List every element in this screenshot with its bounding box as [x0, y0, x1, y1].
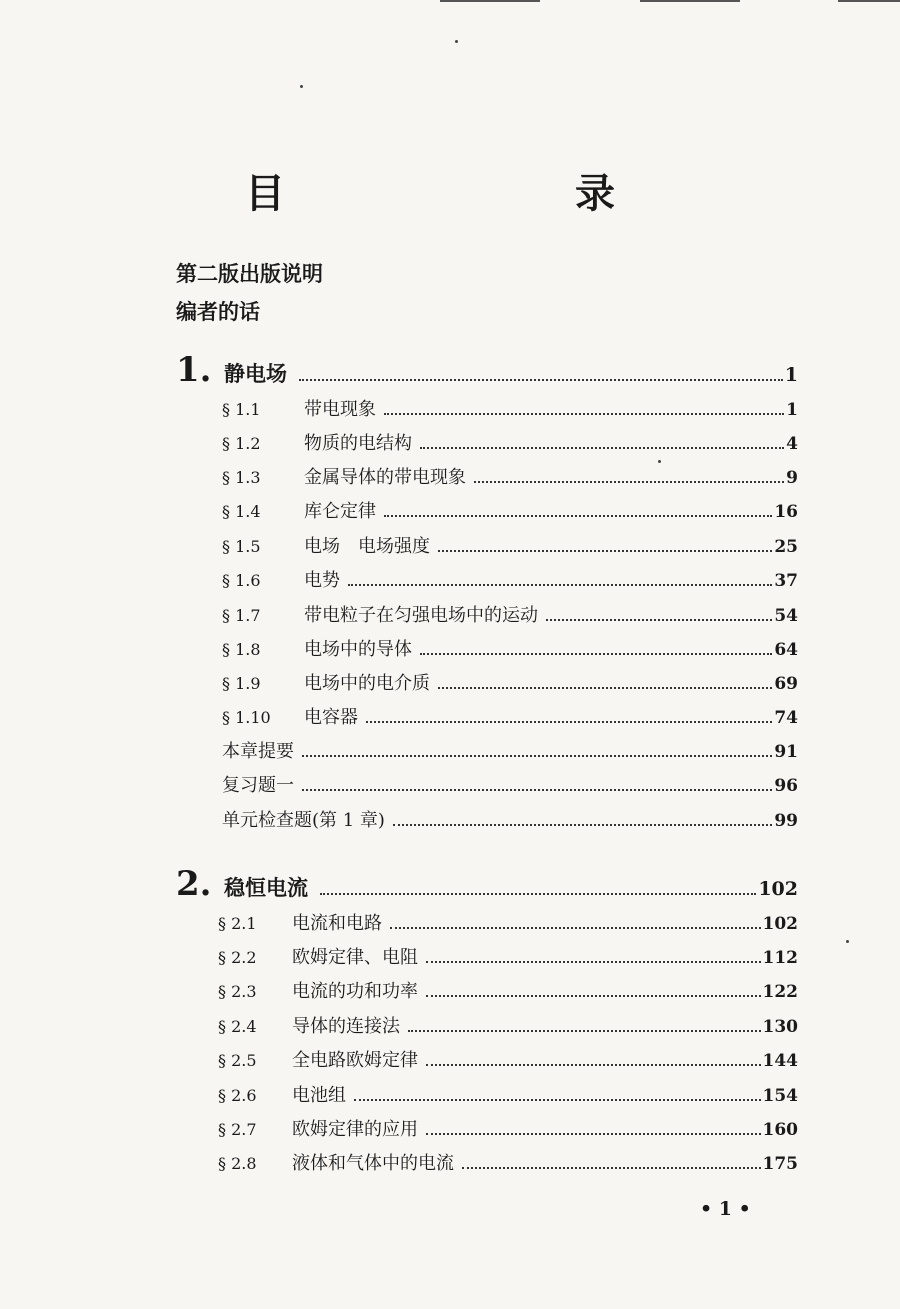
toc-entry [218, 1149, 798, 1179]
toc-entry [222, 463, 798, 493]
dot-leader [420, 653, 772, 655]
section-page: 102 [762, 914, 798, 934]
section-page: 160 [762, 1120, 798, 1140]
section-page: 69 [774, 674, 798, 694]
dot-leader [420, 447, 784, 449]
front-matter-item: 编者的话 [176, 299, 260, 324]
page-title: 目 录 [245, 170, 685, 217]
section-number: § 2.8 [218, 1154, 257, 1173]
dot-leader [408, 1030, 761, 1032]
section-title: 带电现象 [304, 399, 376, 420]
toc-entry [222, 395, 798, 425]
section-page: 130 [762, 1017, 798, 1037]
toc-entry [222, 737, 798, 767]
section-title: 全电路欧姆定律 [292, 1050, 418, 1071]
section-page: 9 [786, 468, 798, 488]
section-title: 电池组 [292, 1085, 346, 1106]
section-page: 91 [774, 742, 798, 762]
dot-leader [438, 550, 772, 552]
section-title: 电流和电路 [292, 913, 382, 934]
toc-entry [222, 771, 798, 801]
toc-entry [222, 429, 798, 459]
dot-leader [426, 961, 761, 963]
toc-entry [222, 497, 798, 527]
chapter-number: 2. [176, 864, 212, 904]
toc-entry [218, 977, 798, 1007]
section-title: 电势 [304, 570, 340, 591]
section-number: § 1.4 [222, 502, 261, 521]
front-matter-item: 第二版出版说明 [176, 261, 323, 286]
chapter-heading [176, 350, 798, 390]
section-page: 144 [762, 1051, 798, 1071]
section-title: 库仑定律 [304, 501, 376, 522]
section-number: § 1.5 [222, 537, 261, 556]
section-number: § 2.3 [218, 982, 257, 1001]
section-number: § 1.6 [222, 571, 261, 590]
dot-leader [354, 1099, 761, 1101]
section-title: 本章提要 [222, 741, 294, 762]
dot-leader [384, 413, 784, 415]
section-number: § 2.5 [218, 1051, 257, 1070]
section-title: 金属导体的带电现象 [304, 467, 466, 488]
dot-leader [390, 927, 761, 929]
section-number: § 2.1 [218, 914, 257, 933]
dot-leader [320, 893, 756, 895]
section-page: 64 [774, 640, 798, 660]
section-title: 单元检查题(第 1 章) [222, 810, 385, 831]
section-title: 欧姆定律、电阻 [292, 947, 418, 968]
toc-entry [218, 1081, 798, 1111]
section-number: § 1.3 [222, 468, 261, 487]
section-page: 4 [786, 434, 798, 454]
toc-entry [218, 1012, 798, 1042]
toc-entry [218, 943, 798, 973]
chapter-page: 102 [758, 878, 798, 900]
dot-leader [546, 619, 772, 621]
section-number: § 1.9 [222, 674, 261, 693]
toc-entry [218, 1046, 798, 1076]
section-title: 液体和气体中的电流 [292, 1153, 454, 1174]
section-title: 电场中的导体 [304, 639, 412, 660]
section-title: 电场中的电介质 [304, 673, 430, 694]
toc-entry [222, 635, 798, 665]
chapter-number: 1. [176, 350, 212, 390]
dot-leader [426, 1064, 761, 1066]
section-page: 122 [762, 982, 798, 1002]
toc-entry [222, 669, 798, 699]
dot-leader [302, 755, 772, 757]
section-number: § 2.4 [218, 1017, 257, 1036]
toc-entry [222, 806, 798, 836]
dot-leader [426, 1133, 761, 1135]
scan-artifact [640, 0, 740, 2]
scan-speck [846, 940, 849, 943]
section-number: § 1.10 [222, 708, 271, 727]
section-number: § 1.8 [222, 640, 261, 659]
dot-leader [438, 687, 772, 689]
dot-leader [426, 995, 761, 997]
section-title: 电容器 [304, 707, 358, 728]
section-number: § 2.6 [218, 1086, 257, 1105]
section-number: § 2.7 [218, 1120, 257, 1139]
section-page: 74 [774, 708, 798, 728]
scan-artifact [838, 0, 900, 2]
dot-leader [299, 379, 783, 381]
toc-entry [218, 909, 798, 939]
scan-speck [300, 85, 303, 88]
toc-entry [222, 703, 798, 733]
section-page: 1 [786, 400, 798, 420]
section-title: 复习题一 [222, 775, 294, 796]
section-number: § 1.1 [222, 400, 261, 419]
section-page: 25 [774, 537, 798, 557]
chapter-page: 1 [784, 364, 798, 386]
section-page: 154 [762, 1086, 798, 1106]
section-page: 16 [774, 502, 798, 522]
section-title: 欧姆定律的应用 [292, 1119, 418, 1140]
section-page: 175 [762, 1154, 798, 1174]
dot-leader [384, 515, 772, 517]
page-number-footer: • 1 • [700, 1198, 751, 1220]
dot-leader [366, 721, 772, 723]
chapter-title: 静电场 [224, 361, 287, 386]
section-title: 电场 电场强度 [304, 536, 430, 557]
section-page: 96 [774, 776, 798, 796]
chapter-title: 稳恒电流 [224, 875, 308, 900]
section-number: § 1.2 [222, 434, 261, 453]
toc-entry [222, 566, 798, 596]
section-number: § 2.2 [218, 948, 257, 967]
dot-leader [393, 824, 772, 826]
scan-artifact [440, 0, 540, 2]
toc-entry [222, 601, 798, 631]
toc-entry [218, 1115, 798, 1145]
section-number: § 1.7 [222, 606, 261, 625]
section-title: 物质的电结构 [304, 433, 412, 454]
section-title: 带电粒子在匀强电场中的运动 [304, 605, 538, 626]
chapter-heading [176, 864, 798, 904]
scan-speck [455, 40, 458, 43]
section-title: 电流的功和功率 [292, 981, 418, 1002]
section-page: 54 [774, 606, 798, 626]
section-title: 导体的连接法 [292, 1016, 400, 1037]
dot-leader [348, 584, 772, 586]
section-page: 112 [762, 948, 798, 968]
dot-leader [302, 789, 772, 791]
dot-leader [474, 481, 784, 483]
toc-entry [222, 532, 798, 562]
section-page: 99 [774, 811, 798, 831]
section-page: 37 [774, 571, 798, 591]
dot-leader [462, 1167, 761, 1169]
